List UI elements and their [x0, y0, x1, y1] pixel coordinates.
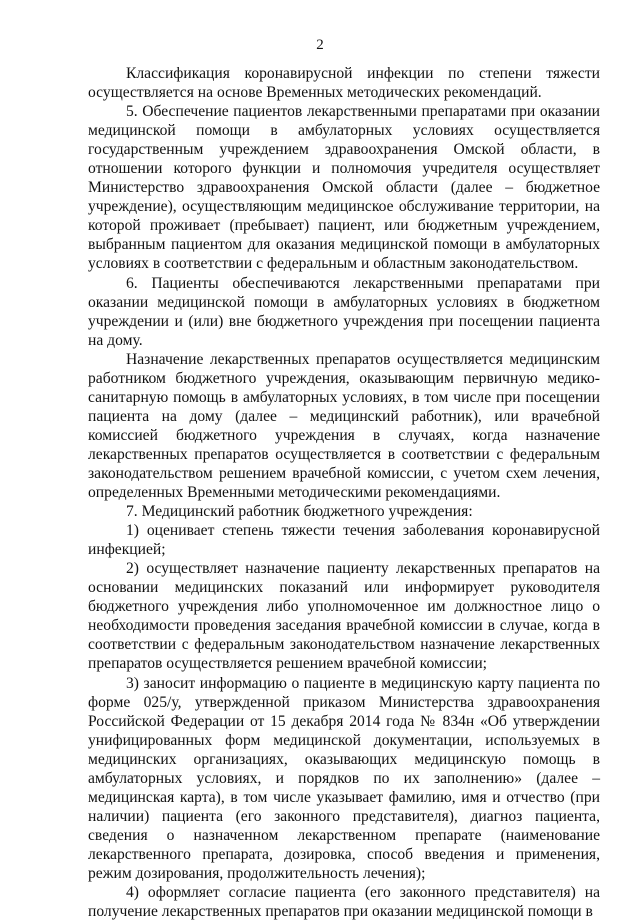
paragraph-subitem-4: 4) оформляет согласие пациента (его законного представителя) на получение лекарственных препаратов при оказании медицинской помощи в — [88, 884, 600, 921]
paragraph-subitem-2: 2) осуществляет назначение пациенту лекарственных препаратов на основании медицинских показаний или информирует руководителя бюджетного учреждения либо уполномоченное им должностное лицо о необходимости проведения заседания врачебной комиссии в случае, когда в соответствии с федеральным законодательством назначение лекарственных препаратов осуществляется решением врачебной комиссии; — [88, 560, 600, 673]
paragraph-classification: Классификация коронавирусной инфекции по степени тяжести осуществляется на основе Временных методических рекомендаций. — [88, 65, 600, 102]
paragraph-subitem-1: 1) оценивает степень тяжести течения заболевания коронавирусной инфекцией; — [88, 522, 600, 559]
page-number: 2 — [316, 37, 324, 53]
paragraph-item-6: 6. Пациенты обеспечиваются лекарственными препаратами при оказании медицинской помощи в амбулаторных условиях в бюджетном учреждении и (или) вне бюджетного учреждения при посещении пациента на дому. — [88, 274, 600, 349]
document-body — [88, 64, 600, 921]
paragraph-prescription: Назначение лекарственных препаратов осуществляется медицинским работником бюджетного учреждения, оказывающим первичную медико-санитарную помощь в амбулаторных условиях, в том числе при посещении пациента на дому (далее – медицинский работник), или врачебной комиссией бюджетного учреждения в случаях, когда назначение лекарственных препаратов осуществляется в соответствии с федеральным законодательством решением врачебной комиссии, с учетом схем лечения, определенных Временными методическими рекомендациями. — [88, 350, 600, 502]
paragraph-item-5: 5. Обеспечение пациентов лекарственными препаратами при оказании медицинской помощи в амбулаторных условиях осуществляется государственным учреждением здравоохранения Омской области, в отношении которого функции и полномочия учредителя осуществляет Министерство здравоохранения Омской области (далее – бюджетное учреждение), осуществляющим медицинское обслуживание территории, на которой проживает (пребывает) пациент, или бюджетным учреждением, выбранным пациентом для оказания медицинской помощи в амбулаторных условиях в соответствии с федеральным и областным законодательством. — [88, 103, 600, 273]
paragraph-subitem-3: 3) заносит информацию о пациенте в медицинскую карту пациента по форме 025/у, утвержденной приказом Министерства здравоохранения Российской Федерации от 15 декабря 2014 года № 834н «Об утверждении унифицированных форм медицинской документации, используемых в медицинских организациях, оказывающих медицинскую помощь в амбулаторных условиях, и порядков по их заполнению» (далее – медицинская карта), в том числе указывает фамилию, имя и отчество (при наличии) пациента (его законного представителя), диагноз пациента, сведения о назначенном лекарственном препарате (наименование лекарственного препарата, дозировка, способ введения и применения, режим дозирования, продолжительность лечения); — [88, 674, 600, 882]
paragraph-item-7: 7. Медицинский работник бюджетного учреждения: — [126, 503, 473, 521]
